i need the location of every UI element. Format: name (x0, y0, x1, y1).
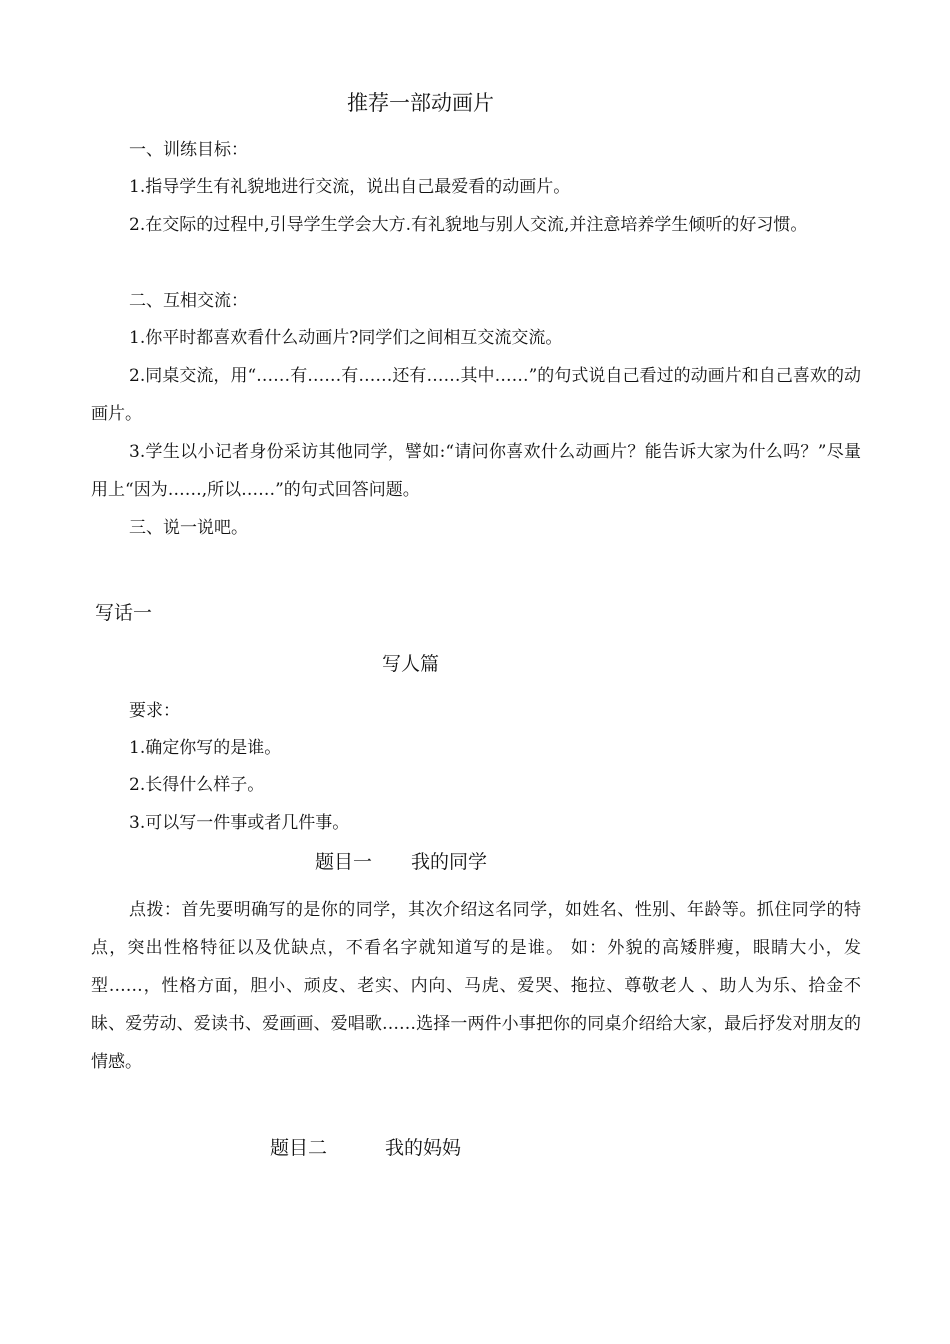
section1-title: 推荐一部动画片 (347, 91, 494, 115)
section2-label: 写话一 (95, 602, 153, 624)
requirement-item-1: 1.确定你写的是谁。 (129, 738, 282, 758)
topic2-label: 题目二 (270, 1137, 328, 1159)
exchange-heading: 二、互相交流： (129, 291, 248, 311)
topic2-heading (270, 1135, 461, 1161)
exchange-item-1: 1.你平时都喜欢看什么动画片?同学们之间相互交流交流。 (129, 328, 563, 348)
goal-item-1: 1.指导学生有礼貌地进行交流，说出自己最爱看的动画片。 (129, 177, 571, 197)
goal-heading: 一、训练目标： (129, 140, 248, 160)
exchange-item-3: 3.学生以小记者身份采访其他同学，譬如:“请问你喜欢什么动画片？能告诉大家为什么吗？”尽量用上“因为……,所以……”的句式回答问题。 (91, 442, 861, 500)
hint-paragraph: 点拨：首先要明确写的是你的同学，其次介绍这名同学，如姓名、性别、年龄等。抓住同学的特点，突出性格特征以及优缺点，不看名字就知道写的是谁。 如：外貌的高矮胖瘦，眼睛大小，发型……，性格方面，胆小、顽皮、老实、内向、马虎、爱哭、拖拉、尊敬老人 、助人为乐、拾金不昧、爱劳动、爱读书、爱画画、爱唱歌……选择一两件小事把你的同桌介绍给大家，最后抒发对朋友的情感。 (91, 900, 861, 1072)
requirements-heading: 要求： (129, 701, 180, 721)
requirement-item-3: 3.可以写一件事或者几件事。 (129, 813, 350, 833)
topic1-heading (315, 849, 487, 875)
topic1-name: 我的同学 (411, 851, 488, 873)
goal-item-2: 2.在交际的过程中,引导学生学会大方.有礼貌地与别人交流,并注意培养学生倾听的好习惯。 (129, 215, 808, 235)
section2-title: 写人篇 (382, 653, 440, 675)
topic1-label: 题目一 (315, 851, 373, 873)
topic2-name: 我的妈妈 (385, 1137, 462, 1159)
talk-heading: 三、说一说吧。 (129, 518, 248, 538)
exchange-item-2: 2.同桌交流，用“……有……有……还有……其中……”的句式说自己看过的动画片和自己喜欢的动画片。 (91, 366, 861, 424)
requirement-item-2: 2.长得什么样子。 (129, 775, 265, 795)
